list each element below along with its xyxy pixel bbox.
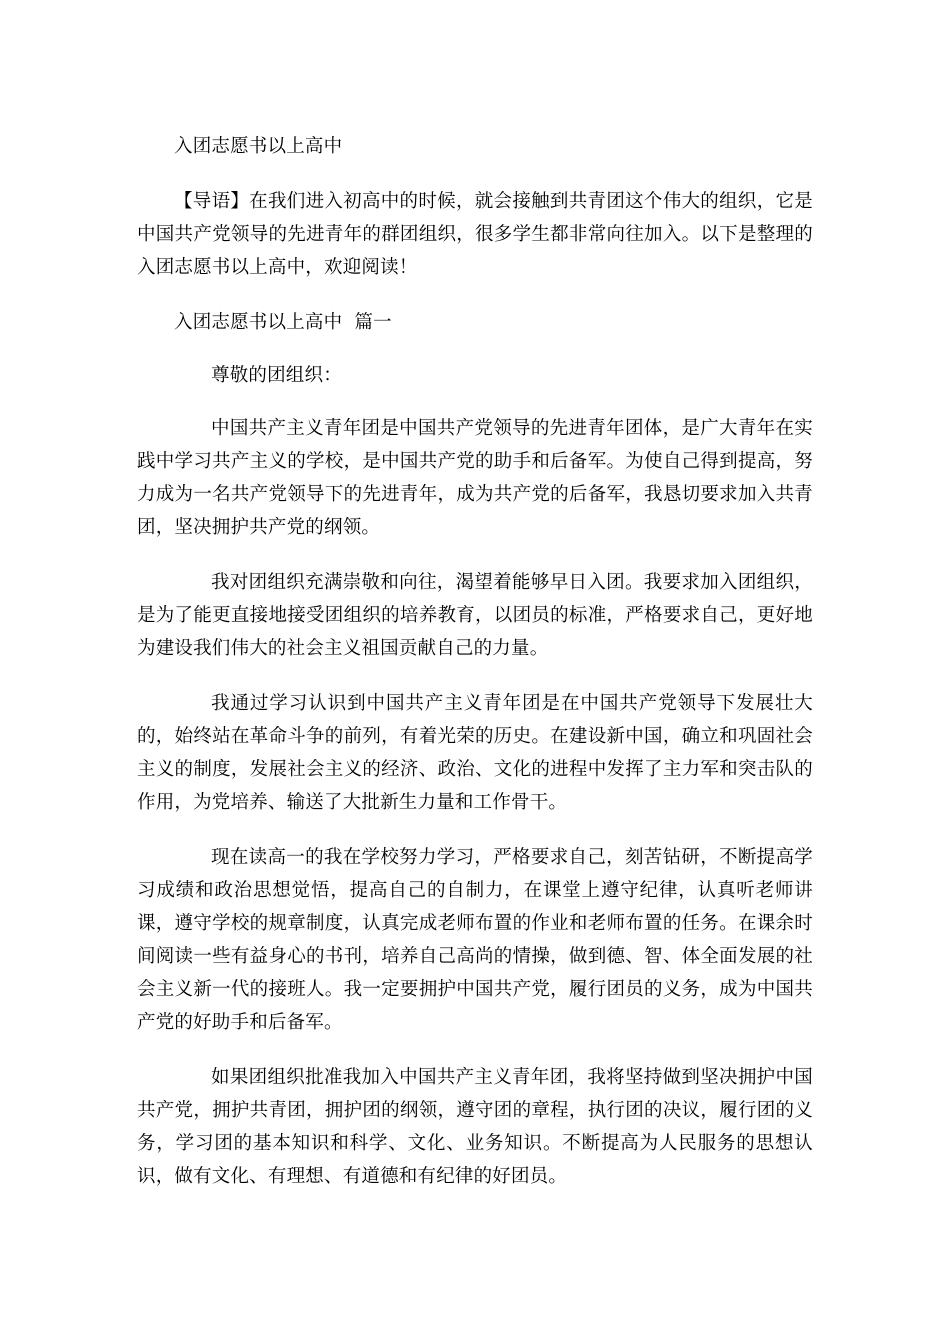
body-paragraph-4: 现在读高一的我在学校努力学习，严格要求自己，刻苦钻研，不断提高学习成绩和政治思想觉悟，提高自己的自制力，在课堂上遵守纪律，认真听老师讲课，遵守学校的规章制度，认真完成老师布置的作业和老师布置的任务。在课余时间阅读一些有益身心的书刊，培养自己高尚的情操，做到德、智、体全面发展的社会主义新一代的接班人。我一定要拥护中国共产党，履行团员的义务，成为中国共产党的好助手和后备军。 (137, 847, 813, 1033)
body-paragraph-1: 中国共产主义青年团是中国共产党领导的先进青年团体，是广大青年在实践中学习共产主义的学校，是中国共产党的助手和后备军。为使自己得到提高，努力成为一名共产党领导下的先进青年，成为共产党的后备军，我恳切要求加入共青团，坚决拥护共产党的纲领。 (137, 418, 813, 538)
section-heading (137, 306, 813, 339)
body-paragraph-2: 我对团组织充满崇敬和向往，渴望着能够早日入团。我要求加入团组织，是为了能更直接地接受团组织的培养教育，以团员的标准，严格要求自己，更好地为建设我们伟大的社会主义祖国贡献自己的力量。 (137, 572, 813, 659)
document-title: 入团志愿书以上高中 (174, 136, 343, 157)
body-paragraph-5: 如果团组织批准我加入中国共产主义青年团，我将坚持做到坚决拥护中国共产党，拥护共青团，拥护团的纲领，遵守团的章程，执行团的决议，履行团的义务，学习团的基本知识和科学、文化、业务知识。不断提高为人民服务的思想认识，做有文化、有理想、有道德和有纪律的好团员。 (137, 1067, 813, 1187)
section-label: 篇一 (354, 312, 392, 333)
salutation: 尊敬的团组织： (211, 365, 342, 386)
body-paragraph-3: 我通过学习认识到中国共产主义青年团是在中国共产党领导下发展壮大的，始终站在革命斗争的前列，有着光荣的历史。在建设新中国，确立和巩固社会主义的制度，发展社会主义的经济、政治、文化的进程中发挥了主力军和突击队的作用，为党培养、输送了大批新生力量和工作骨干。 (137, 693, 813, 813)
section-title-text: 入团志愿书以上高中 (174, 312, 343, 333)
intro-paragraph: 【导语】在我们进入初高中的时候，就会接触到共青团这个伟大的组织，它是中国共产党领导的先进青年的群团组织，很多学生都非常向往加入。以下是整理的入团志愿书以上高中，欢迎阅读！ (137, 191, 813, 278)
document-body (137, 130, 813, 1215)
